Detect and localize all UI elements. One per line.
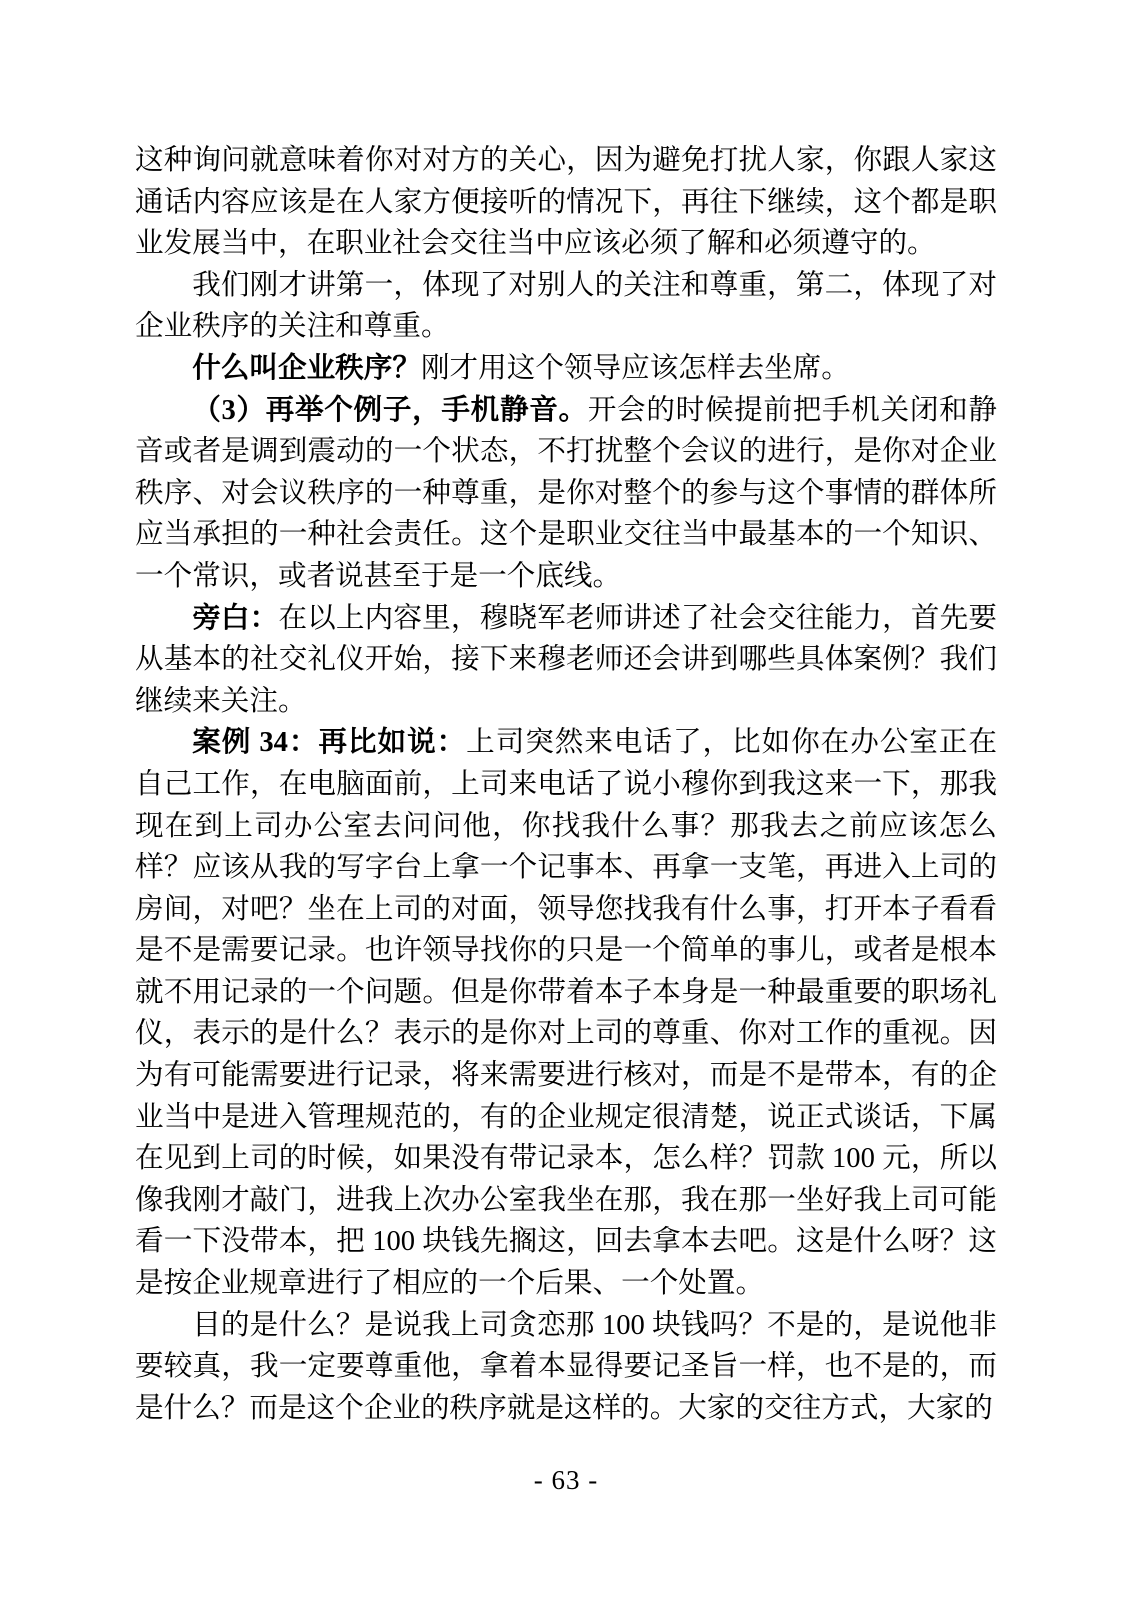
paragraph <box>135 1305 997 1430</box>
paragraph <box>135 348 997 390</box>
paragraph <box>135 265 997 348</box>
paragraph-text: 这种询问就意味着你对对方的关心，因为避免打扰人家，你跟人家这通话内容应该是在人家方便接听的情况下，再往下继续，这个都是职业发展当中，在职业社会交往当中应该必须了解和必须遵守的。 <box>135 145 997 260</box>
paragraph-text: 开会的时候提前把手机关闭和静音或者是调到震动的一个状态，不打扰整个会议的进行，是你对企业秩序、对会议秩序的一种尊重，是你对整个的参与这个事情的群体所应当承担的一种社会责任。这个是职业交往当中最基本的一个知识、一个常识，或者说甚至于是一个底线。 <box>135 394 997 592</box>
paragraph-lead-bold: （3）再举个例子，手机静音。 <box>192 394 588 426</box>
paragraph <box>135 140 997 265</box>
paragraph-text: 上司突然来电话了，比如你在办公室正在自己工作，在电脑面前，上司来电话了说小穆你到我这来一下，那我现在到上司办公室去问问他，你找我什么事？那我去之前应该怎么样？应该从我的写字台上拿一个记事本、再拿一支笔，再进入上司的房间，对吧？坐在上司的对面，领导您找我有什么事，打开本子看看是不是需要记录。也许领导找你的只是一个简单的事儿，或者是根本就不用记录的一个问题。但是你带着本子本身是一种最重要的职场礼仪，表示的是什么？表示的是你对上司的尊重、你对工作的重视。因为有可能需要进行记录，将来需要进行核对，而是不是带本，有的企业当中是进入管理规范的，有的企业规定很清楚，说正式谈话，下属在见到上司的时候，如果没有带记录本，怎么样？罚款 100 元，所以像我刚才敲门，进我上次办公室我坐在那，我在那一坐好我上司可能看一下没带本，把 100 块钱先搁这，回去拿本去吧。这是什么呀？这是按企业规章进行了相应的一个后果、一个处置。 <box>135 727 997 1300</box>
paragraph-lead-bold: 案例 34：再比如说： <box>192 727 467 759</box>
paragraph <box>135 390 997 598</box>
paragraph-text: 刚才用这个领导应该怎样去坐席。 <box>420 352 850 384</box>
paragraph-text: 我们刚才讲第一，体现了对别人的关注和尊重，第二，体现了对企业秩序的关注和尊重。 <box>135 269 997 343</box>
paragraph-lead-bold: 什么叫企业秩序？ <box>192 352 421 384</box>
paragraph <box>135 722 997 1304</box>
page-number: - 63 - <box>533 1465 599 1495</box>
paragraph-text: 目的是什么？是说我上司贪恋那 100 块钱吗？不是的，是说他非要较真，我一定要尊重他，拿着本显得要记圣旨一样，也不是的，而是什么？而是这个企业的秩序就是这样的。大家的交往方式，大家的 <box>135 1309 997 1424</box>
paragraph-lead-bold: 旁白： <box>192 602 279 634</box>
document-body <box>135 140 997 1429</box>
paragraph <box>135 598 997 723</box>
paragraph-text: 在以上内容里，穆晓军老师讲述了社会交往能力，首先要从基本的社交礼仪开始，接下来穆老师还会讲到哪些具体案例？我们继续来关注。 <box>135 602 997 717</box>
